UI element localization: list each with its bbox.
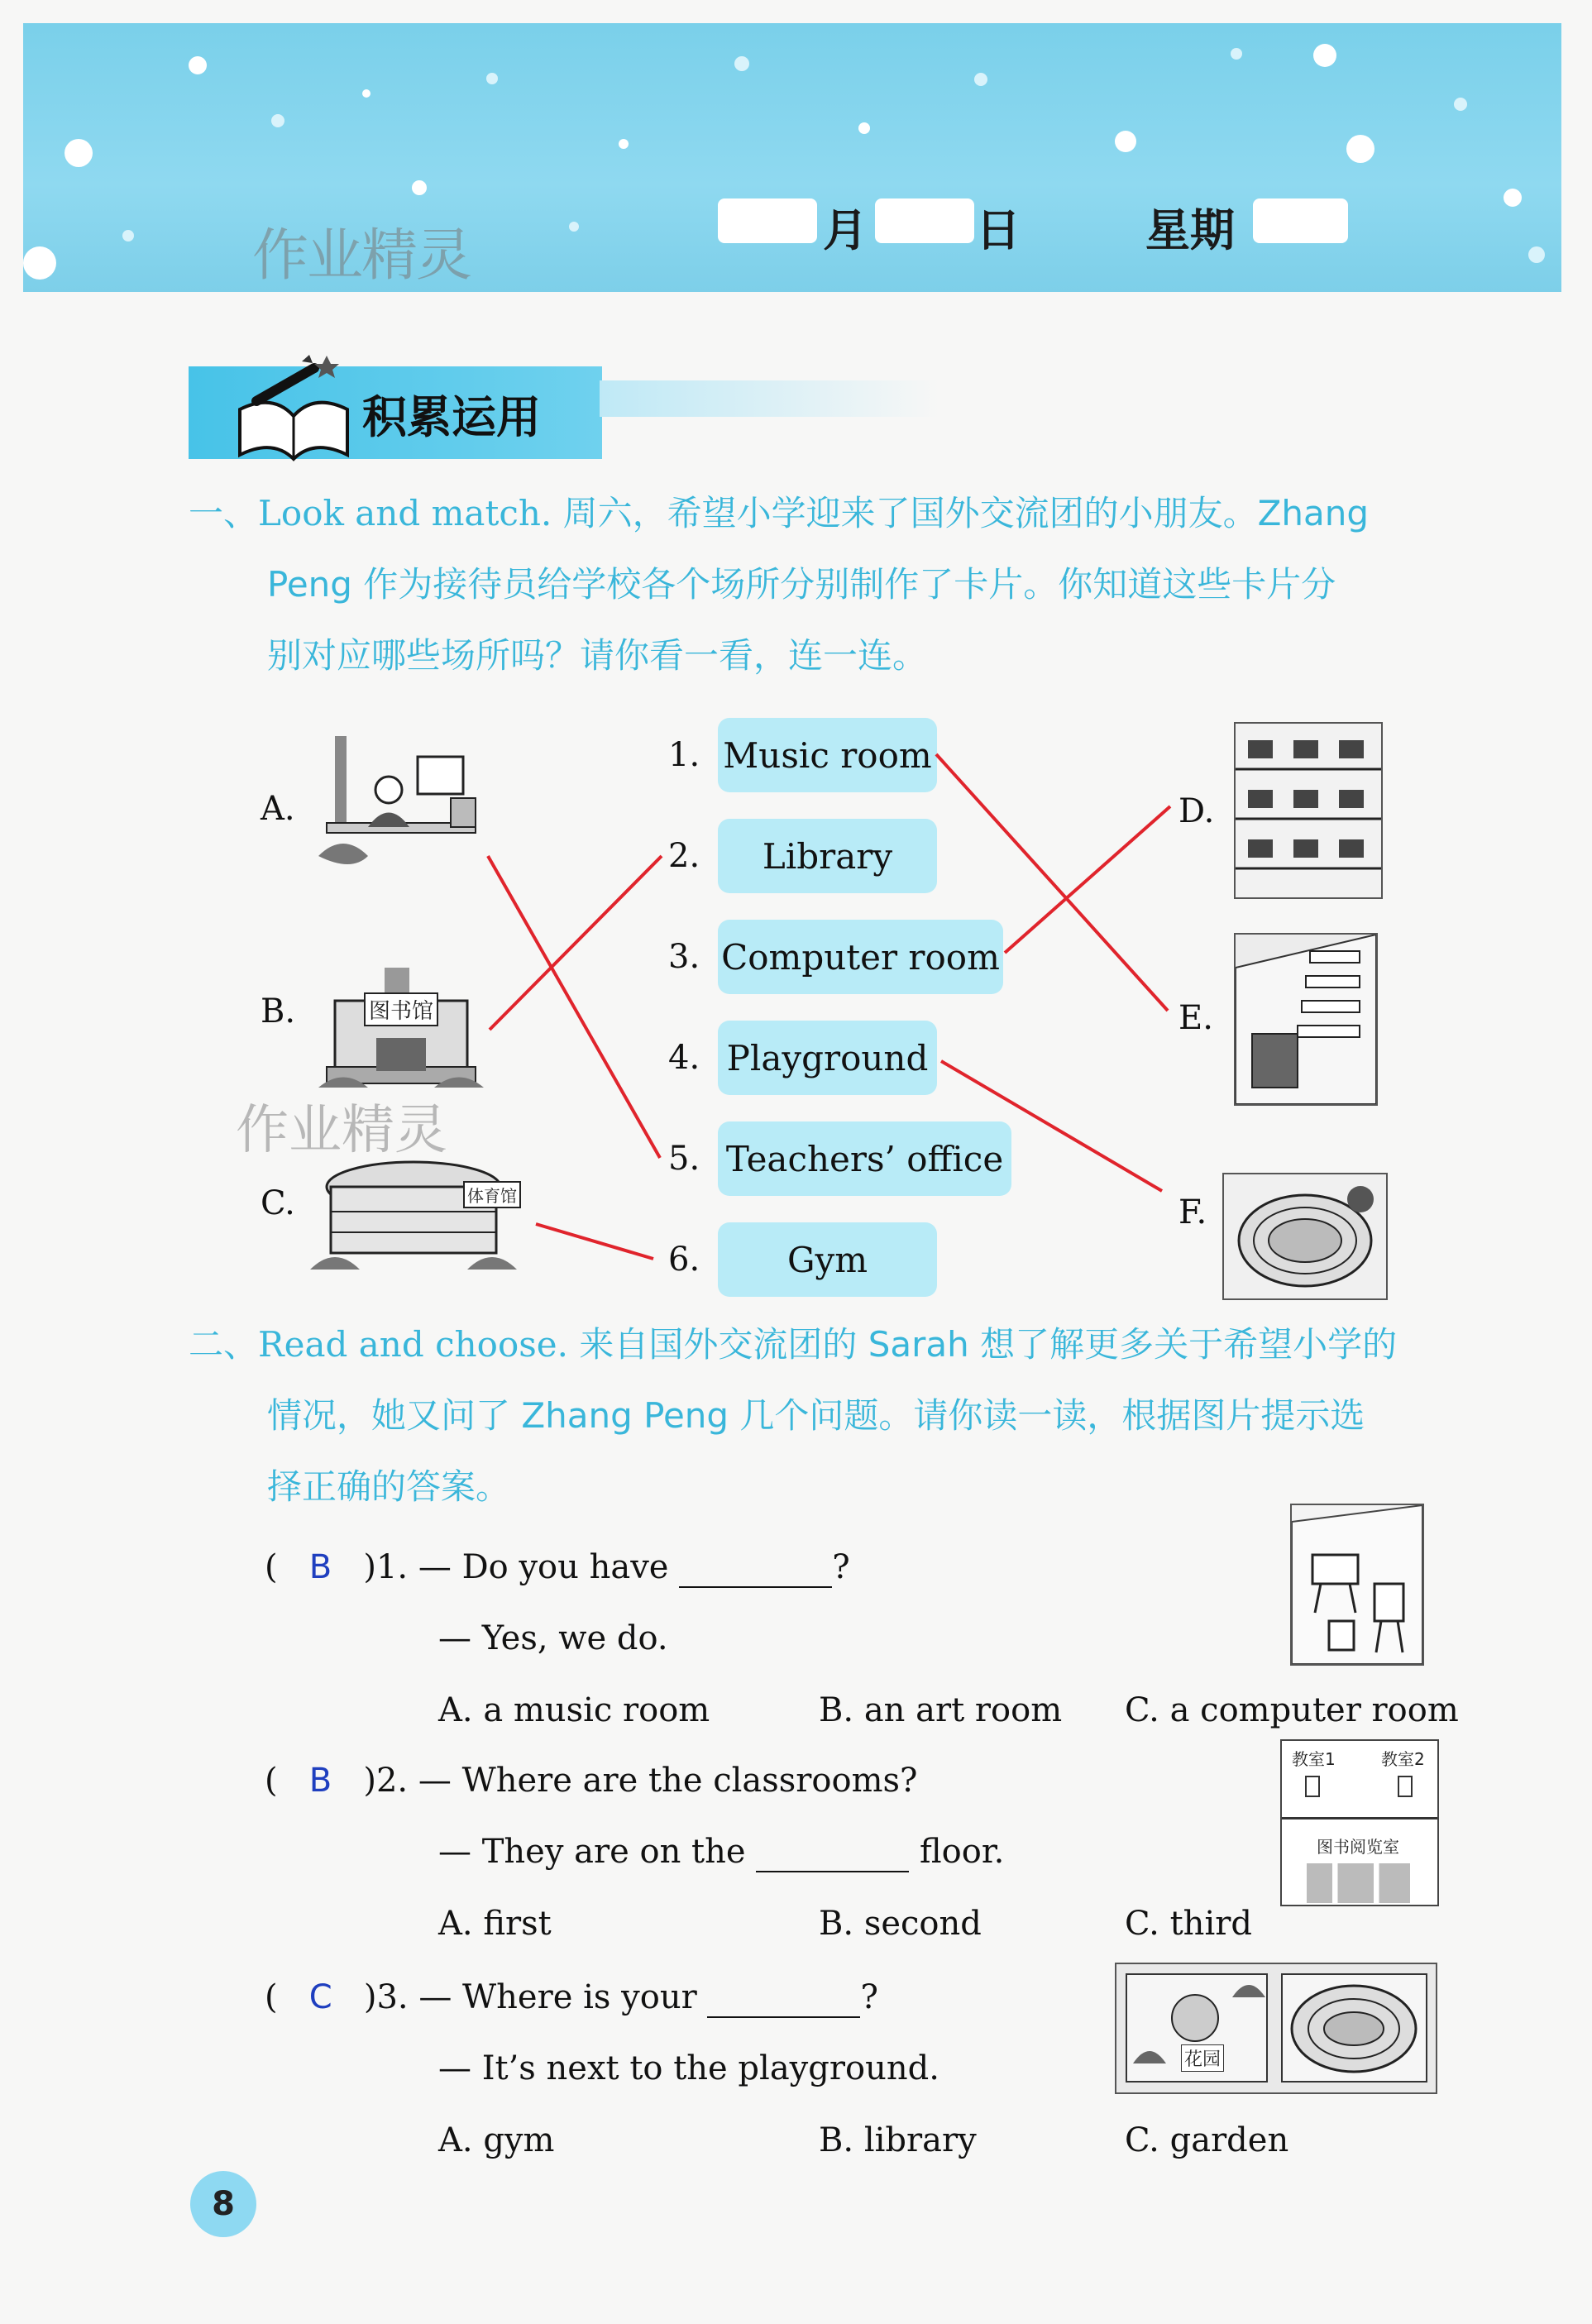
- left-letter-a: A.: [261, 790, 295, 828]
- watermark-logo: 作业精灵: [252, 223, 471, 289]
- question-2-option-b[interactable]: B. second: [819, 1905, 982, 1943]
- card-music-room[interactable]: Music room: [718, 718, 937, 792]
- part2-instruction-line3: 择正确的答案。: [267, 1466, 511, 1507]
- garden-playground-image: [1115, 1963, 1437, 2094]
- day-label: 日: [976, 204, 1021, 256]
- part1-instruction-line2: Peng 作为接待员给学校各个场所分别制作了卡片。你知道这些卡片分: [267, 564, 1336, 605]
- answer-1[interactable]: B: [308, 1548, 332, 1586]
- weekday-input[interactable]: [1253, 198, 1348, 243]
- month-input[interactable]: [718, 198, 817, 243]
- gym-building-image: [310, 1150, 517, 1282]
- question-3-end: ?: [860, 1978, 878, 2016]
- floor-plan-label-2: 教室2: [1381, 1749, 1425, 1769]
- question-2-line1: ( B )2. — Where are the classrooms?: [265, 1762, 918, 1800]
- card-number-5: 5.: [668, 1140, 700, 1178]
- question-2-option-a[interactable]: A. first: [438, 1905, 552, 1943]
- card-gym[interactable]: Gym: [718, 1222, 937, 1297]
- part2-marker: 二、: [189, 1324, 259, 1365]
- question-1-option-c[interactable]: C. a computer room: [1125, 1691, 1459, 1729]
- card-playground[interactable]: Playground: [718, 1021, 937, 1095]
- computer-room-image: [1234, 722, 1383, 899]
- question-2-option-c[interactable]: C. third: [1125, 1905, 1252, 1943]
- question-2-number: )2.: [363, 1762, 409, 1800]
- question-1-line1: ( B )1. — Do you have ?: [265, 1548, 850, 1586]
- part1-instruction-en: Look and match.: [258, 493, 552, 533]
- question-2-text: — Where are the classrooms?: [418, 1762, 918, 1800]
- question-1-option-b[interactable]: B. an art room: [819, 1691, 1063, 1729]
- part2-instruction-en: Read and choose.: [258, 1324, 569, 1365]
- question-1-line2: — Yes, we do.: [438, 1619, 668, 1657]
- right-letter-d: D.: [1178, 792, 1215, 830]
- question-1-blank[interactable]: [679, 1548, 832, 1588]
- part1-instruction-line3: 别对应哪些场所吗？请你看一看，连一连。: [267, 635, 928, 676]
- page-number: 8: [190, 2171, 256, 2237]
- left-letter-b: B.: [261, 992, 296, 1030]
- card-number-4: 4.: [668, 1039, 700, 1077]
- answer-3[interactable]: C: [308, 1978, 332, 2016]
- match-line-3-d: [1005, 806, 1170, 953]
- match-line-b-2: [490, 856, 662, 1030]
- music-room-image: [1234, 933, 1378, 1106]
- book-pen-icon: [223, 351, 364, 467]
- part1-instruction-line1: 周六，希望小学迎来了国外交流团的小朋友。Zhang: [562, 493, 1370, 533]
- question-3-text: — Where is your: [418, 1978, 697, 2016]
- question-1-option-a[interactable]: A. a music room: [438, 1691, 710, 1729]
- floor-plan-label-3: 图书阅览室: [1317, 1837, 1399, 1857]
- part1-marker: 一、: [189, 493, 259, 533]
- library-building-image: [318, 951, 484, 1108]
- card-teachers-office[interactable]: Teachers’ office: [718, 1121, 1011, 1196]
- question-3-option-c[interactable]: C. garden: [1125, 2121, 1289, 2159]
- question-3-blank[interactable]: [707, 1978, 860, 2018]
- library-sign: 图书馆: [364, 992, 438, 1026]
- part2-instruction: [189, 1309, 1446, 1523]
- card-number-3: 3.: [668, 938, 700, 976]
- section-tag-fade: [600, 380, 939, 417]
- part2-instruction-line1: 来自国外交流团的 Sarah 想了解更多关于希望小学的: [579, 1324, 1398, 1365]
- question-1-number: )1.: [363, 1548, 409, 1586]
- watermark-logo-middle: 作业精灵: [236, 1100, 447, 1161]
- question-3-option-b[interactable]: B. library: [819, 2121, 977, 2159]
- question-3-line1: ( C )3. — Where is your ?: [265, 1978, 878, 2016]
- card-number-6: 6.: [668, 1241, 700, 1279]
- section-title: 积累运用: [362, 391, 541, 443]
- question-1-end: ?: [832, 1548, 850, 1586]
- answer-2[interactable]: B: [308, 1762, 332, 1800]
- gym-sign: 体育馆: [463, 1181, 521, 1208]
- part2-instruction-line2: 情况，她又问了 Zhang Peng 几个问题。请你读一读，根据图片提示选: [267, 1395, 1365, 1436]
- question-3-number: )3.: [363, 1978, 409, 2016]
- question-3-option-a[interactable]: A. gym: [438, 2121, 555, 2159]
- question-1-text: — Do you have: [418, 1548, 669, 1586]
- question-2-blank[interactable]: [756, 1833, 909, 1872]
- card-library[interactable]: Library: [718, 819, 937, 893]
- floor-plan-image: [1280, 1739, 1439, 1906]
- match-line-c-6: [536, 1224, 653, 1259]
- question-2-line2-text: — They are on the: [438, 1833, 746, 1871]
- floor-plan-label-1: 教室1: [1292, 1749, 1336, 1769]
- right-letter-e: E.: [1178, 999, 1213, 1037]
- teachers-office-image: [310, 732, 492, 889]
- card-computer-room[interactable]: Computer room: [718, 920, 1003, 994]
- month-label: 月: [823, 204, 868, 256]
- question-3-line2: — It’s next to the playground.: [438, 2049, 939, 2087]
- question-2-line2: [438, 1833, 1004, 1872]
- left-letter-c: C.: [261, 1184, 295, 1222]
- part1-instruction: [189, 478, 1446, 691]
- weekday-label: 星期: [1145, 204, 1235, 256]
- playground-image: [1222, 1173, 1388, 1300]
- right-letter-f: F.: [1178, 1193, 1207, 1231]
- day-input[interactable]: [875, 198, 974, 243]
- question-2-line2-end: floor.: [920, 1833, 1005, 1871]
- match-line-a-5: [488, 856, 660, 1158]
- art-room-image: [1290, 1504, 1424, 1666]
- card-number-2: 2.: [668, 837, 700, 875]
- garden-label: 花园: [1181, 2044, 1224, 2072]
- card-number-1: 1.: [668, 736, 700, 774]
